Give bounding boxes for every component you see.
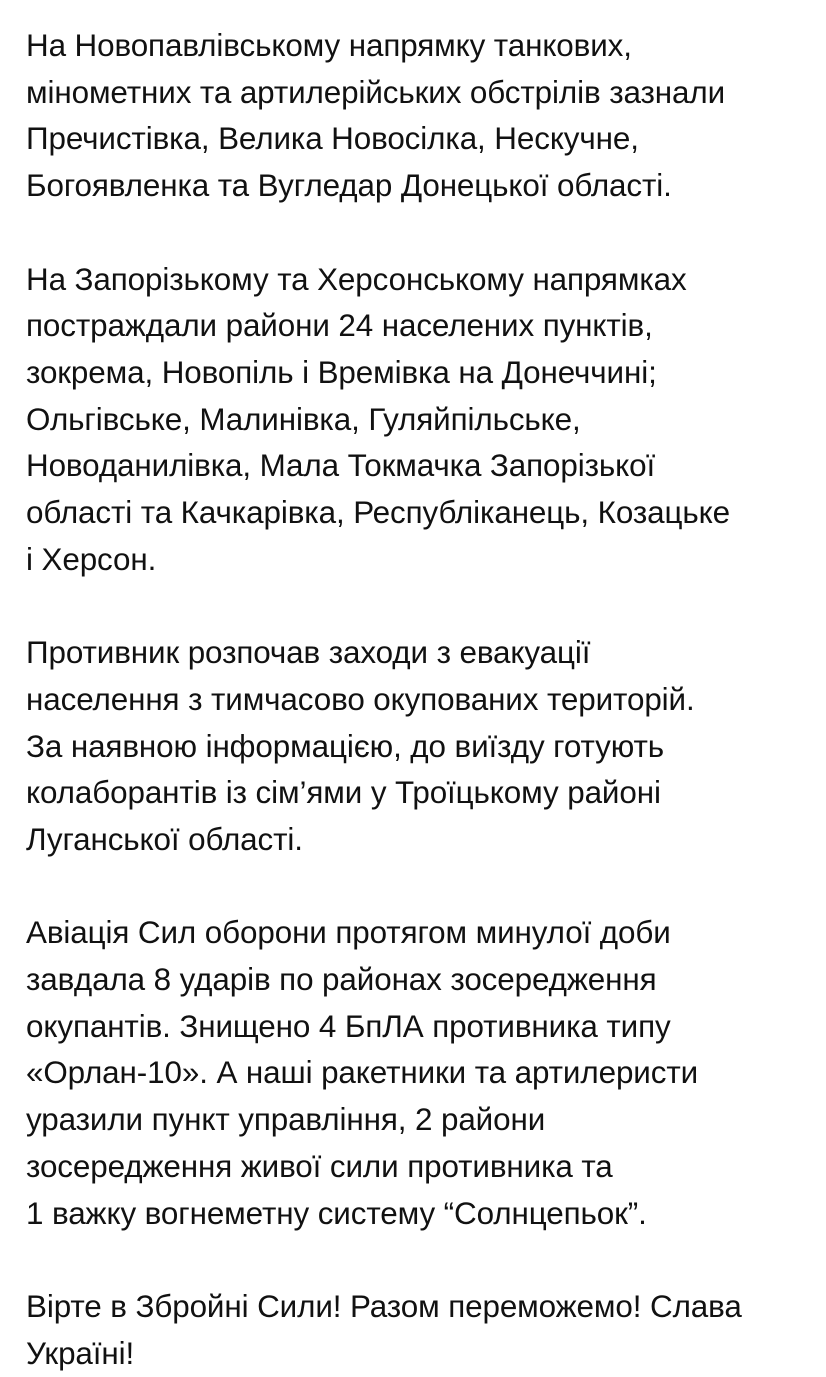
- text-line: Ольгівське, Малинівка, Гуляйпільське,: [26, 401, 581, 437]
- text-line: завдала 8 ударів по районах зосередження: [26, 962, 657, 998]
- text-line: Вірте в Збройні Сили! Разом переможемо! Слава: [26, 1288, 742, 1324]
- text-line: окупантів. Знищено 4 БпЛА противника типу: [26, 1008, 671, 1044]
- text-line: «Орлан-10». А наші ракетники та артилеристи: [26, 1055, 699, 1091]
- text-line: області та Качкарівка, Республіканець, Козацьке: [26, 495, 730, 531]
- paragraph-closing: [26, 1284, 816, 1377]
- text-line: Авіація Сил оборони протягом минулої доби: [26, 915, 671, 951]
- text-line: колаборантів із сім’ями у Троїцькому районі: [26, 775, 661, 811]
- text-line: Богоявленка та Вугледар Донецької області.: [26, 168, 672, 204]
- text-line: зокрема, Новопіль і Времівка на Донеччині;: [26, 354, 657, 390]
- text-line: Противник розпочав заходи з евакуації: [26, 635, 591, 671]
- text-line: мінометних та артилерійських обстрілів зазнали: [26, 74, 726, 110]
- text-line: Луганської області.: [26, 821, 303, 857]
- paragraph-novopavlivka: [26, 23, 816, 210]
- paragraph-zaporizhzhia-kherson: [26, 257, 816, 584]
- text-line: Україні!: [26, 1335, 135, 1371]
- message-text: [26, 23, 816, 1377]
- text-line: населення з тимчасово окупованих територій.: [26, 681, 695, 717]
- text-line: уразили пункт управління, 2 райони: [26, 1102, 546, 1138]
- text-line: 1 важку вогнеметну систему “Солнцепьок”.: [26, 1195, 647, 1231]
- text-line: На Запорізькому та Херсонському напрямках: [26, 261, 687, 297]
- text-line: постраждали райони 24 населених пунктів,: [26, 308, 653, 344]
- paragraph-aviation: [26, 910, 816, 1237]
- text-line: зосередження живої сили противника та: [26, 1148, 613, 1184]
- paragraph-evacuation: [26, 630, 816, 864]
- text-line: За наявною інформацією, до виїзду готують: [26, 728, 665, 764]
- text-line: На Новопавлівському напрямку танкових,: [26, 28, 632, 63]
- text-line: Новоданилівка, Мала Токмачка Запорізької: [26, 448, 656, 484]
- text-line: Пречистівка, Велика Новосілка, Нескучне,: [26, 121, 639, 157]
- text-line: і Херсон.: [26, 541, 157, 577]
